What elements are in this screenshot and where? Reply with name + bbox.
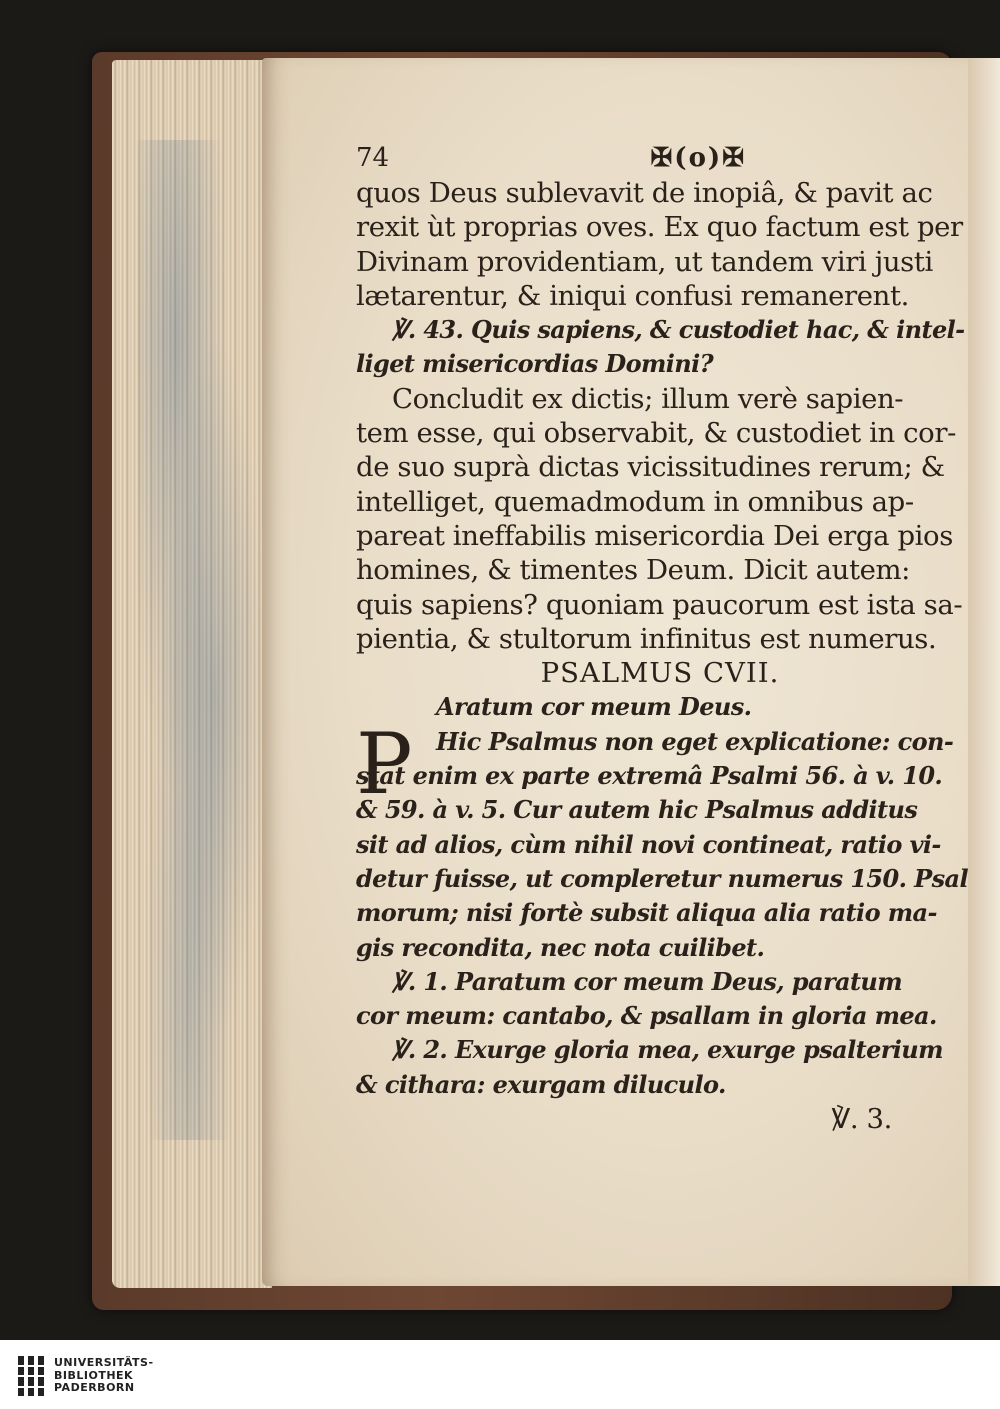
verse-line: & cithara: exurgam diluculo. — [356, 1069, 726, 1099]
page-edges — [112, 60, 272, 1288]
text-line: intelliget, quemadmodum in omnibus ap- — [356, 485, 914, 518]
verse-line: stat enim ex parte extremâ Psalmi 56. à v. 10. — [356, 761, 943, 791]
text-line: pientia, & stultorum infinitus est numerus. — [356, 622, 937, 655]
psalm-title: PSALMUS CVII. — [540, 657, 780, 690]
psalm-incipit: Aratum cor meum Deus. — [436, 692, 752, 722]
text-line: lætarentur, & iniqui confusi remanerent. — [356, 279, 909, 312]
library-logo — [18, 1356, 154, 1396]
verse-line: ℣. 2. Exurge gloria mea, exurge psalterium — [392, 1035, 943, 1065]
text-line: homines, & timentes Deum. Dicit autem: — [356, 554, 911, 587]
library-name — [54, 1357, 154, 1395]
verse-line: ℣. 43. Quis sapiens, & custodiet hac, & intel- — [392, 315, 965, 345]
page-text — [356, 140, 968, 1136]
verse-line: sit ad alios, cùm nihil novi contineat, ratio vi- — [356, 829, 941, 859]
verse-line: & 59. à v. 5. Cur autem hic Psalmus additus — [356, 795, 918, 825]
verse-line: detur fuisse, ut compleretur numerus 150. Psal — [356, 863, 968, 893]
verse-line: morum; nisi fortè subsit aliqua alia ratio ma- — [356, 898, 937, 928]
text-line: quis sapiens? quoniam paucorum est ista sa- — [356, 588, 963, 621]
verse-line: liget misericordias Domini? — [356, 349, 714, 379]
text-line: quos Deus sublevavit de inopiâ, & pavit ac — [356, 177, 933, 209]
text-line: rexit ùt proprias oves. Ex quo factum est per — [356, 211, 963, 244]
catchword: ℣. 3. — [831, 1103, 892, 1136]
running-head — [356, 140, 746, 176]
verse-line: Hic Psalmus non eget explicatione: con- — [436, 726, 954, 756]
page-number: 74 — [356, 143, 390, 173]
text-line: Divinam providentiam, ut tandem viri justi — [356, 245, 933, 278]
library-logo-icon — [18, 1356, 44, 1396]
text-line: de suo suprà dictas vicissitudines rerum; & — [356, 451, 945, 484]
facing-page-edge — [968, 58, 1000, 1286]
library-name-line: BIBLIOTHEK — [54, 1368, 134, 1382]
text-line: Concludit ex dictis; illum verè sapien- — [392, 382, 904, 415]
text-line: pareat ineffabilis misericordia Dei erga pios — [356, 519, 953, 552]
library-name-line: PADERBORN — [54, 1381, 135, 1395]
drop-capital: P — [356, 715, 413, 813]
library-name-line: UNIVERSITÄTS- — [54, 1356, 154, 1370]
verse-line: cor meum: cantabo, & psallam in gloria mea. — [356, 1001, 937, 1031]
header-ornament: ✠(o)✠ — [650, 143, 746, 173]
verse-line: ℣. 1. Paratum cor meum Deus, paratum — [392, 966, 903, 996]
verse-line: gis recondita, nec nota cuilibet. — [356, 932, 765, 962]
text-line: tem esse, qui observabit, & custodiet in cor- — [356, 417, 956, 450]
